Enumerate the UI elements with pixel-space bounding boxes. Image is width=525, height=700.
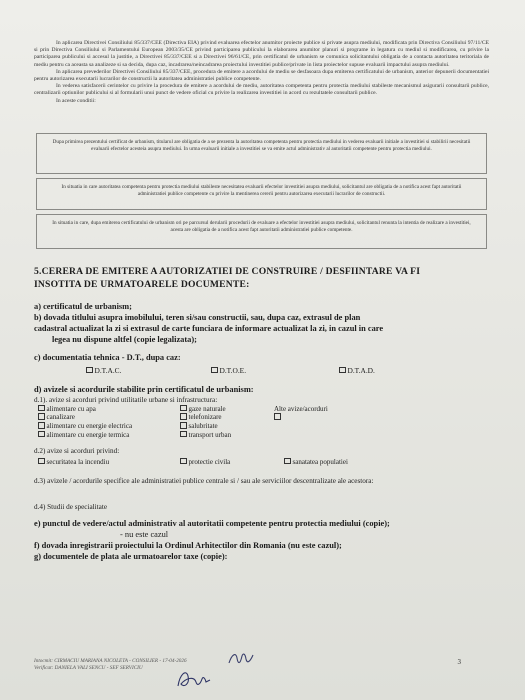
item-d3: d.3) avizele / acordurile specifice ale administratiei publice centrale si / sau ale serviciilor descentralizate ale acestora: bbox=[34, 476, 374, 485]
checkbox-icon[interactable] bbox=[180, 431, 187, 438]
utility-heating[interactable]: alimentare cu energie termica bbox=[38, 431, 132, 440]
item-d4: d.4) Studii de specialitate bbox=[34, 502, 108, 511]
notice-boxes bbox=[36, 133, 487, 249]
page-number: 3 bbox=[457, 658, 461, 666]
intro-paragraph-4: In aceste conditii: bbox=[56, 97, 96, 104]
intro-paragraph-1: In aplicarea Directivei Consiliului 85/337/CEE (Directiva EIA) privind evaluarea efectelor anumitor proiecte publice si private asupra mediului, modificata prin Directiva Consiliului 97/11/CE si prin Directiva Consiliului si Parlamentului European 2003/35/CE privind participarea publicului la elaborarea anumitor planuri si programe in legatura cu mediul si modificarea, cu privire la participarea publicului si accesul la justitie, a Directivei 85/337/CEE si a Directivei 96/61/CE, prin certificatul de urbanism se comunica solicitantului obligatia de a contacta autoritatea teritoriala de mediu pentru ca aceasta sa analizeze si sa decida, dupa caz, incadrarea/neincadrarea proiectului investitiei publice/private in lista proiectelor supuse evaluarii impactului asupra mediului. bbox=[34, 40, 489, 68]
item-d: d) avizele si acordurile stabilite prin certificatul de urbanism: bbox=[34, 384, 254, 394]
section-heading-line-1: 5.CERERA DE EMITERE A AUTORIZATIEI DE CONSTRUIRE / DESFIINTARE VA FI bbox=[34, 265, 421, 277]
checkbox-icon[interactable] bbox=[38, 458, 45, 465]
footer-prepared-by: Intocmit: CIRMACIU MARIANA NICOLETA - CONSILIER - 17-04-2026 bbox=[34, 658, 187, 664]
checkbox-icon[interactable] bbox=[274, 413, 281, 420]
item-e: e) punctul de vedere/actul administrativ al autoritatii competente pentru protectia mediului (copie); bbox=[34, 518, 390, 528]
checkbox-icon[interactable] bbox=[211, 367, 218, 374]
checkbox-icon[interactable] bbox=[339, 367, 346, 374]
utility-gas[interactable]: gaze naturale bbox=[180, 405, 231, 414]
item-e-note: - nu este cazul bbox=[120, 529, 169, 539]
item-a: a) certificatul de urbanism; bbox=[34, 301, 132, 311]
dt-options-row bbox=[34, 363, 489, 377]
utility-transport[interactable]: transport urban bbox=[180, 431, 231, 440]
footer bbox=[34, 658, 187, 672]
checkbox-icon[interactable] bbox=[180, 422, 187, 429]
section-heading-line-2: INSOTITA DE URMATOARELE DOCUMENTE: bbox=[34, 278, 250, 290]
utility-electricity[interactable]: alimentare cu energie electrica bbox=[38, 422, 132, 431]
item-f: f) dovada inregistrarii proiectului la Ordinul Arhitectilor din Romania (nu este cazul); bbox=[34, 540, 342, 550]
notice-box-2: In situatia in care autoritatea competenta pentru protectia mediului stabileste necesitatea evaluarii efectelor investitiei asupra mediului, solicitantul are obligatia de a notifica acest fapt autoritatii administratiei publice competente cu privire la mentinerea cererii pentru autorizarea executarii lucrarilor de constructii. bbox=[36, 178, 487, 210]
item-d1: d.1). avize si acorduri privind utilitatile urbane si infrastructura: bbox=[34, 395, 218, 404]
dt-option-dtad[interactable]: D.T.A.D. bbox=[339, 366, 375, 375]
checkbox-icon[interactable] bbox=[38, 431, 45, 438]
utilities-column-1 bbox=[38, 405, 132, 439]
other-approvals-label: Alte avize/acorduri bbox=[274, 404, 328, 413]
intro-paragraph-3: In vederea satisfacerii cerintelor cu privire la procedura de emitere a acordului de mediu, autoritatea competenta pentru protectia mediului stabileste mecanismul asigurarii consultarii publice, centralizarii optiunilor publicului si al formularii unui punct de vedere oficial cu privire la realizarea investitiei in acord cu rezultatele consultarii publice. bbox=[34, 83, 489, 97]
checkbox-icon[interactable] bbox=[38, 405, 45, 412]
checkbox-icon[interactable] bbox=[284, 458, 291, 465]
other-approvals-option[interactable] bbox=[274, 413, 328, 422]
d2-public-health[interactable]: sanatatea populatiei bbox=[284, 458, 348, 466]
notice-box-3: In situatia in care, dupa emiterea certificatului de urbanism ori pe parcursul derularii procedurii de evaluare a efectelor investitiei asupra mediului, solicitantul renunta la intentia de realizare a investitiei, acesta are obligatia de a notifica acest fapt autoritatii administratiei publice competente. bbox=[36, 214, 487, 249]
checkbox-icon[interactable] bbox=[86, 367, 93, 374]
handwritten-signature-icon bbox=[172, 666, 216, 692]
item-b-line-3: legea nu dispune altfel (copie legalizata); bbox=[52, 334, 197, 344]
item-g: g) documentele de plata ale urmatoarelor taxe (copie): bbox=[34, 551, 228, 561]
checkbox-icon[interactable] bbox=[180, 458, 187, 465]
utilities-grid bbox=[34, 405, 489, 446]
item-b-line-2: cadastral actualizat la zi si extrasul de carte funciara de informare actualizat la zi, in cazul in care bbox=[34, 323, 384, 333]
utilities-column-3 bbox=[274, 405, 328, 422]
item-d2: d.2) avize si acorduri privind: bbox=[34, 446, 120, 455]
notice-box-1: Dupa primirea prezentului certificat de urbanism, titularul are obligatia de a se prezenta la autoritatea competenta pentru protectia mediului in vederea evaluarii initiale a investitiei si stabilirii necesitatii evaluarii efectelor acesteia asupra mediului. In urma evaluarii initiale a investitiei se va emite actul administrativ al autoritatii competente pentru protectia mediului. bbox=[36, 133, 487, 174]
dt-option-dtac[interactable]: D.T.A.C. bbox=[86, 366, 121, 375]
utilities-column-2 bbox=[180, 405, 231, 439]
d2-fire-safety[interactable]: securitatea la incendiu bbox=[38, 458, 109, 466]
checkbox-icon[interactable] bbox=[180, 413, 187, 420]
item-c: c) documentatia tehnica - D.T., dupa caz: bbox=[34, 352, 181, 362]
checkbox-icon[interactable] bbox=[180, 405, 187, 412]
utility-sewage[interactable]: canalizare bbox=[38, 413, 132, 422]
checkbox-icon[interactable] bbox=[38, 413, 45, 420]
initials-signature-icon bbox=[226, 650, 260, 668]
utility-sanitation[interactable]: salubritate bbox=[180, 422, 231, 431]
utility-telephone[interactable]: telefonizare bbox=[180, 413, 231, 422]
intro-paragraph-2: In aplicarea prevederilor Directivei Consiliului 85/337/CEE, procedura de emitere a acordului de mediu se desfasoara dupa emiterea certificatului de urbanism, anterior depunerii documentatiei pentru autorizarea executarii lucrarilor de constructii la autoritatea administratiei publice competente. bbox=[34, 68, 489, 83]
d2-options-row bbox=[34, 456, 489, 469]
intro-text bbox=[34, 40, 489, 105]
d2-civil-protection[interactable]: protectie civila bbox=[180, 458, 230, 466]
footer-verified-by: Verificat: DANIELA VALI SENCU - SEF SERVICIU bbox=[34, 665, 143, 671]
documents-section bbox=[34, 265, 489, 562]
checkbox-icon[interactable] bbox=[38, 422, 45, 429]
utility-water[interactable]: alimentare cu apa bbox=[38, 405, 132, 414]
dt-option-dtoe[interactable]: D.T.O.E. bbox=[211, 366, 246, 375]
item-b-line-1: b) dovada titlului asupra imobilului, teren si/sau constructii, sau, dupa caz, extrasul de plan bbox=[34, 312, 361, 322]
